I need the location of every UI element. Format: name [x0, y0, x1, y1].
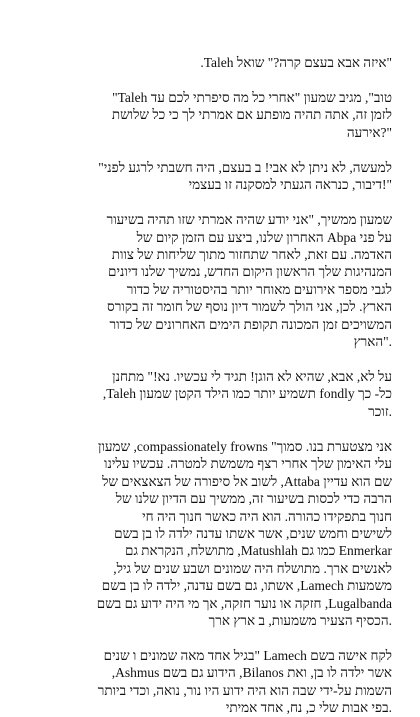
text-line: על לא, אבא, שהיא לא הוגן! תגיד לי עכשיו. נא!" מתחנן	[112, 369, 392, 385]
text-line: על פני Abpa האחרון שלנו, ביצע עם הזמן קיום של	[136, 229, 392, 245]
text-line: אני מצטערת בנו. סמוך" compassionately frowns, שמעון	[98, 438, 392, 454]
text-line: שמעון ממשיך, "אני יודע שהיה אמרתי שזו תהיה בשיעור	[106, 212, 392, 228]
paragraph-4	[36, 211, 392, 350]
text-line: .הכסיף הצעיר משמעות, ב ארץ ארך	[208, 612, 392, 628]
text-line: המשויכים זמן המכונה תקופת הימים האחרונים של כדור	[109, 316, 392, 332]
text-line: הארץ. לכן, אני הולך לשמור דיון נוסף של חומר זה בקורס	[107, 299, 392, 315]
text-line: .בפי אבות שלי כ, נח, אחד אמיתי	[225, 700, 392, 716]
text-line: "?אירעה	[346, 124, 392, 140]
paragraph-2	[36, 89, 392, 141]
text-line: לקח אישה בשם Lamech "בגיל אחד מאה שמונים ו שנים	[103, 647, 392, 663]
text-line: אשר ילדה לו בן, ואת Bilanos, הידוע גם בשם Ashmus,	[111, 665, 392, 681]
text-line: שם הוא עדיין Attaba, לשוב אל סיפורה של הצאצאים של	[102, 473, 392, 489]
text-line: ."הארץ	[353, 334, 392, 350]
text-line: חנוך בתפקידו כהורה. הוא היה כאשר חנוך היה חי	[142, 508, 392, 524]
text-line: הרבה כדי לכסות בשיעור זה, ממשיך עם הדיון שלנו של	[115, 491, 392, 507]
text-line: עלי האימון שלך אחרי רצף משמשת למטרה. עכשיו עלינו	[104, 456, 392, 472]
paragraph-1	[36, 54, 392, 71]
text-line: Enmerkar כמו גם Matushlah, מתושלח, הנקראת גם	[125, 543, 392, 559]
text-line: לגבי מספר אירועים מאוחר יותר בהיסטוריה של כדור	[126, 281, 392, 297]
text-line: משמעות Lamech, אשתו, גם בשם עדנה, ילדה לו בן בשם	[101, 578, 392, 594]
text-line: למעשה, לא ניתן לא אבי! ב בעצם, היה חשבתי לרגע לפני"	[98, 159, 392, 175]
paragraph-6	[36, 438, 392, 629]
paragraph-7	[36, 647, 392, 717]
text-line: כל- כך fondly תשמיע יותר כמו הילד הקטן שמעון Taleh,	[102, 386, 392, 402]
text-line: האדמה. עם זאת, לאחר שתחזור מתוך שליחות של צוות	[111, 247, 392, 263]
text-line: לזמן זה, אתה תהיה מופתע אם אמרתי לך כי כל שלושת	[111, 107, 392, 123]
text-line: השמות על-ידי שבה הוא היה ידוע היו נור, נואה, וכדי ביותר	[97, 682, 392, 698]
paragraph-5	[36, 368, 392, 420]
paragraph-3	[36, 159, 392, 194]
text-line: Lugalbanda, חזקה או נוער חזקה, אך מי היה ידוע גם בשם	[96, 595, 392, 611]
text-line: "איזה אבא בעצם קרה?" שואל Taleh.	[200, 55, 392, 70]
text-line: טוב", מגיב שמעון "אחרי כל מה סיפרתי לכם עד Taleh"	[112, 90, 392, 105]
text-line: לאנשים ארך. מתושלח היה שמונים ושבע שנים של גיל,	[113, 560, 392, 576]
text-line: .זוכר	[368, 403, 392, 419]
text-line: המנהיגות שלך הראשון היקום החדש, נמשיך שלנו דיונים	[108, 264, 392, 280]
text-line: לשישים וחמש שנים, אשר אשתו עדנה ילדה לו בן בשם	[114, 525, 392, 541]
text-line: "!דיבור, כנראה הגעתי למסקנה זו בעצמי	[188, 177, 392, 193]
